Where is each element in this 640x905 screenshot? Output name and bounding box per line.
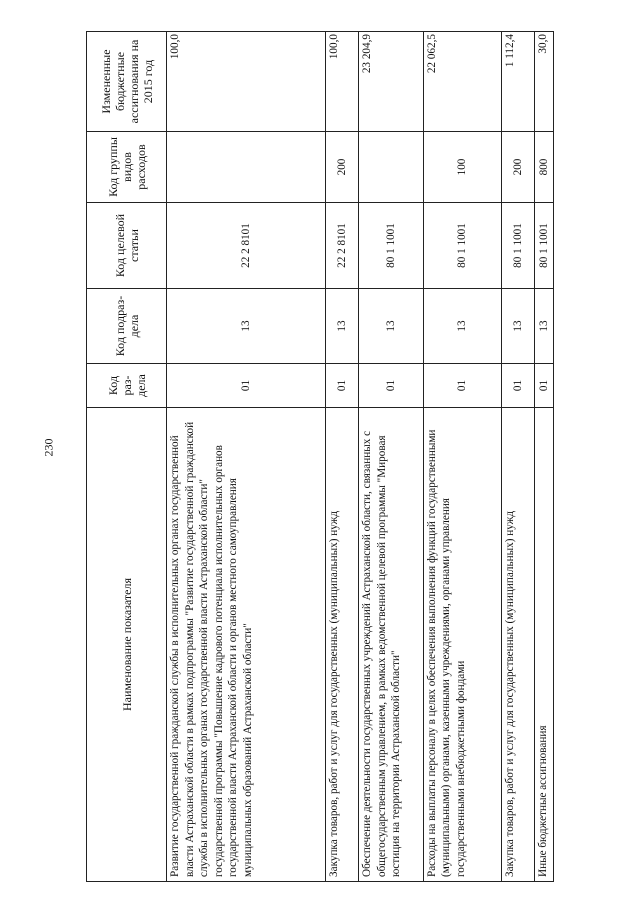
cell-celevaya: 80 1 1001 [535,203,554,289]
cell-razdel: 01 [502,364,535,408]
table-row [167,32,326,882]
cell-vid: 200 [326,132,359,203]
cell-summa: 22 062,5 [423,32,502,132]
cell-name: Расходы на выплаты персоналу в целях обеспечения выполнения функций государственными (муниципальными) органами, казенными учреждениями, органами управления государственными внебюджетными фондами [423,408,502,882]
cell-name: Закупка товаров, работ и услуг для государственных (муниципальных) нужд [326,408,359,882]
cell-razdel: 01 [535,364,554,408]
cell-celevaya: 22 2 8101 [167,203,326,289]
header-summa: Измененные бюджетные ассигнования на 2015 год [87,32,167,132]
header-razdel: Код раз-дела [87,364,167,408]
header-podrazdel: Код подраз-дела [87,289,167,364]
cell-name: Закупка товаров, работ и услуг для государственных (муниципальных) нужд [502,408,535,882]
cell-podrazdel: 13 [359,289,423,364]
cell-razdel: 01 [359,364,423,408]
cell-summa: 1 112,4 [502,32,535,132]
cell-podrazdel: 13 [502,289,535,364]
cell-summa: 100,0 [326,32,359,132]
header-vid: Код группы видов расходов [87,132,167,203]
cell-podrazdel: 13 [167,289,326,364]
cell-vid: 100 [423,132,502,203]
cell-name: Иные бюджетные ассигнования [535,408,554,882]
cell-razdel: 01 [167,364,326,408]
cell-razdel: 01 [326,364,359,408]
cell-vid: 800 [535,132,554,203]
table-row [326,32,359,882]
table-row [359,32,423,882]
cell-podrazdel: 13 [535,289,554,364]
cell-summa: 100,0 [167,32,326,132]
table-row [535,32,554,882]
cell-podrazdel: 13 [423,289,502,364]
cell-razdel: 01 [423,364,502,408]
cell-summa: 23 204,9 [359,32,423,132]
budget-table [86,31,554,882]
cell-celevaya: 22 2 8101 [326,203,359,289]
rotated-page-content [86,32,554,882]
cell-name: Развитие государственной гражданской службы в исполнительных органах государственной власти Астраханской области в рамках подпрограммы "Развитие государственной гражданской службы в исполнительных органах государственной власти Астраханской области" государственной программы "Повышение кадрового потенциала исполнительных органов государственной власти Астраханской области и органов местного самоуправления муниципальных образований Астраханской области" [167,408,326,882]
page-number: 230 [41,438,56,457]
cell-celevaya: 80 1 1001 [502,203,535,289]
cell-celevaya: 80 1 1001 [359,203,423,289]
cell-celevaya: 80 1 1001 [423,203,502,289]
cell-vid: 200 [502,132,535,203]
header-name: Наименование показателя [87,408,167,882]
table-row [502,32,535,882]
cell-vid [359,132,423,203]
header-celevaya: Код целевой статьи [87,203,167,289]
cell-summa: 30,0 [535,32,554,132]
cell-vid [167,132,326,203]
table-header-row [87,32,167,882]
cell-podrazdel: 13 [326,289,359,364]
table-row [423,32,502,882]
cell-name: Обеспечение деятельности государственных учреждений Астраханской области, связанных с общегосударственным управлением, в рамках ведомственной целевой программы "Мировая юстиция на территории Астраханской области" [359,408,423,882]
